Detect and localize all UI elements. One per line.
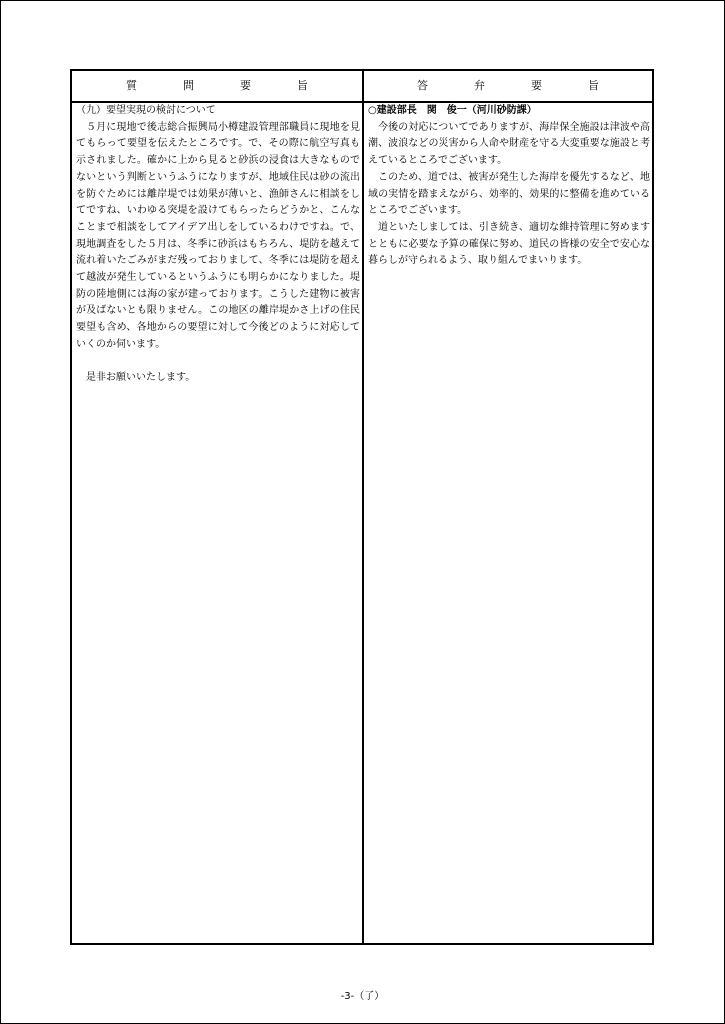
header-answer-char: 要: [531, 79, 542, 92]
answer-speaker: ○建設部長 関 俊一（河川砂防課）: [368, 105, 537, 116]
header-answer-char: 旨: [588, 79, 599, 92]
question-cell: [76, 103, 360, 387]
page-number: -3-（了）: [340, 991, 385, 1002]
header-answer-char: 答: [417, 79, 428, 92]
answer-cell: [368, 103, 650, 270]
header-question-char: 旨: [297, 79, 308, 92]
header-question-char: 問: [183, 79, 194, 92]
header-answer-char: 弁: [474, 79, 485, 92]
question-closing: 是非お願いいたします。: [86, 372, 196, 384]
header-question: [72, 71, 362, 101]
header-answer: [364, 71, 652, 101]
column-divider: [362, 71, 364, 943]
answer-paragraph: 今後の対応についてでありますが、海岸保全施設は津波や高潮、波浪などの災害から人命や財産を守る大変重要な施設と考えているところでございます。: [368, 121, 650, 167]
qa-table: [70, 69, 654, 945]
header-question-char: 質: [126, 79, 137, 92]
answer-paragraph: このため、道では、被害が発生した海岸を優先するなど、地域の実情を踏まえながら、効率的、効果的に整備を進めているところでございます。: [368, 171, 650, 217]
question-body: ５月に現地で後志総合振興局小樽建設管理部職員に現地を見てもらって要望を伝えたところです。で、その際に航空写真も示されました。確かに上から見ると砂浜の浸食は大きなものでないという判断というふうになりますが、地域住民は砂の流出を防ぐためには離岸堤では効果が薄いと、漁師さんに相談をしてですね、いわゆる突堤を設けてもらったらどうかと、こんなことまで相談をしてアイデア出しをしているわけですね。で、現地調査をした５月は、冬季に砂浜はもちろん、堤防を越えて流れ着いたごみがまだ残っておりまして、冬季には堤防を超えて越波が発生しているというふうにも明らかになりました。堤防の陸地側には海の家が建っております。こうした建物に被害が及ばないとも限りません。この地区の離岸堤かさ上げの住民要望も含め、各地からの要望に対して今後どのように対応していくのか伺います。: [76, 121, 360, 350]
table-header: [72, 71, 652, 103]
header-question-char: 要: [240, 79, 251, 92]
question-heading: （九）要望実現の検討について: [76, 105, 216, 116]
answer-paragraph: 道といたしましては、引き続き、適切な維持管理に努めますとともに必要な予算の確保に努め、道民の皆様の安全で安心な暮らしが守られるよう、取り組んでまいります。: [368, 221, 650, 267]
